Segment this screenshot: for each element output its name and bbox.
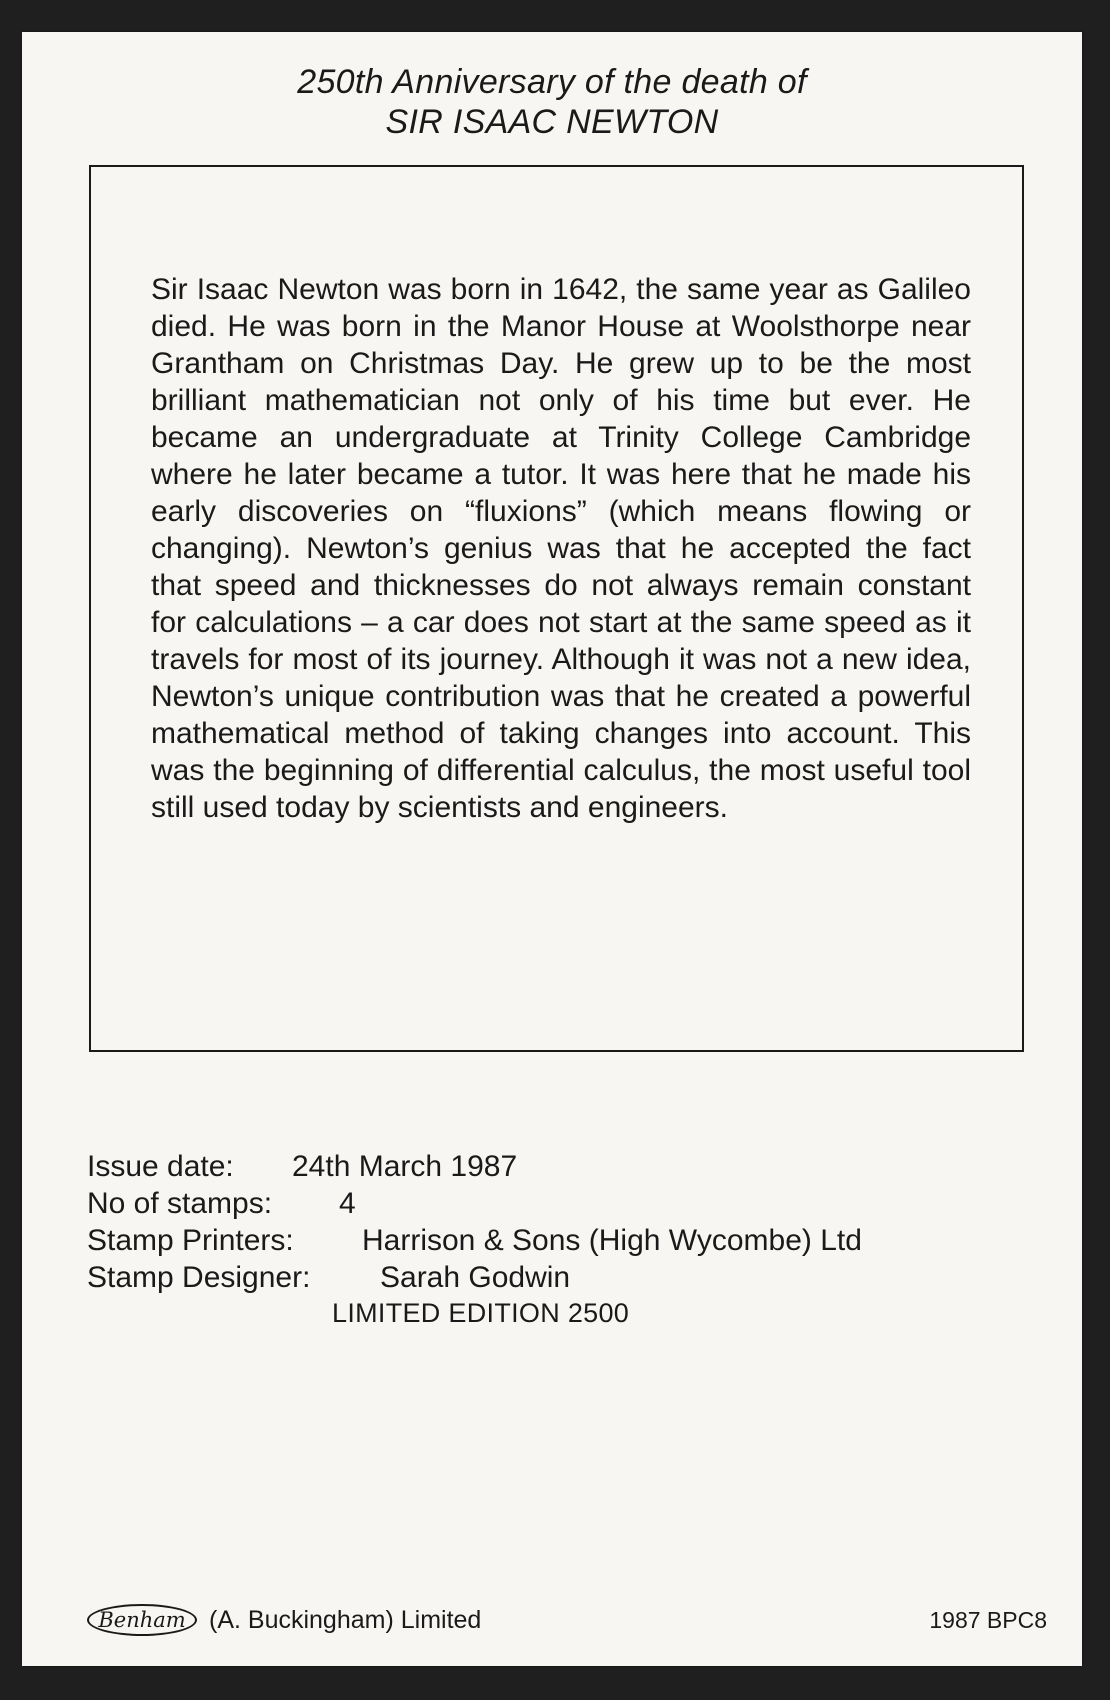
biography-text: Sir Isaac Newton was born in 1642, the same year as Galileo died. He was born in the Manor House at Woolsthorpe near Grantham on Christmas Day. He grew up to be the most brilliant mathematician not only of his time but ever. He became an undergraduate at Trinity College Cambridge where he later became a tutor. It was here that he made his early discoveries on “fluxions” (which means flowing or changing). Newton’s genius was that he accepted the fact that speed and thicknesses do not always remain constant for calculations – a car does not start at the same speed as it travels for most of its journey. Although it was not a new idea, Newton’s unique contribution was that he created a powerful mathematical method of taking changes into account. This was the beginning of differential calculus, the most useful tool still used today by scientists and engineers. [151, 273, 971, 824]
limited-edition-note: LIMITED EDITION 2500 [332, 1298, 630, 1328]
text-frame [89, 165, 1024, 1052]
issue-date-value: 24th March 1987 [292, 1150, 518, 1183]
title-line-1: 250th Anniversary of the death of [297, 63, 807, 101]
issue-date-label: Issue date: [87, 1150, 234, 1183]
stamps-label: No of stamps: [87, 1187, 273, 1220]
printers-label: Stamp Printers: [87, 1224, 294, 1257]
printers-value: Harrison & Sons (High Wycombe) Ltd [362, 1224, 862, 1257]
footer [87, 1602, 1047, 1638]
benham-logo: Benham [87, 1604, 197, 1636]
title-line-2: SIR ISAAC NEWTON [385, 103, 719, 141]
designer-value: Sarah Godwin [380, 1261, 571, 1294]
product-code: 1987 BPC8 [929, 1607, 1047, 1633]
cover-card [22, 32, 1082, 1666]
stamps-value: 4 [339, 1187, 356, 1220]
company-name: (A. Buckingham) Limited [209, 1606, 482, 1634]
designer-label: Stamp Designer: [87, 1261, 311, 1294]
